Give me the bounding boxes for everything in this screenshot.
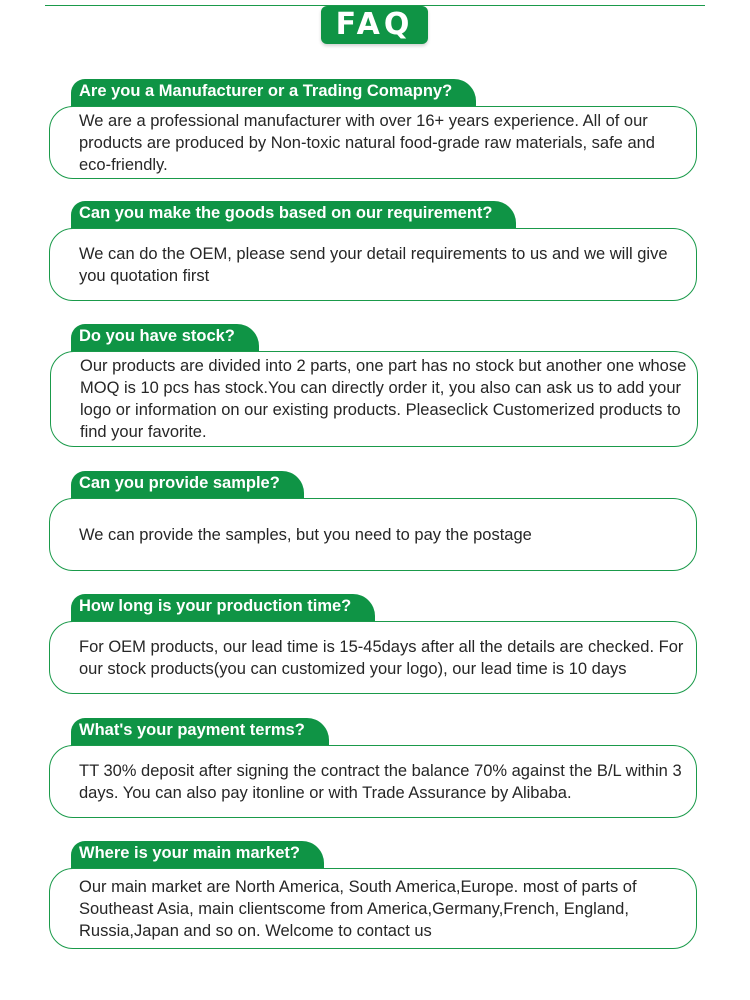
faq-answer: For OEM products, our lead time is 15-45days after all the details are checked. For our stock products(you can customized your logo), our lead time is 10 days (79, 637, 684, 678)
faq-question: How long is your production time? (71, 594, 375, 622)
faq-answer-box (49, 621, 697, 694)
faq-answer: Our products are divided into 2 parts, one part has no stock but another one whose MOQ is 10 pcs has stock.You can directly order it, you also can ask us to add your logo or information on our existing products. Pleaseclick Customerized products to find your favorite. (80, 357, 687, 441)
faq-question: Do you have stock? (71, 324, 259, 352)
faq-question: Can you provide sample? (71, 471, 304, 499)
faq-question: Where is your main market? (71, 841, 324, 869)
faq-question: What's your payment terms? (71, 718, 329, 746)
faq-answer-box (50, 351, 698, 447)
faq-answer-box (49, 745, 697, 818)
faq-title-badge: FAQ (321, 6, 428, 44)
faq-answer: Our main market are North America, South America,Europe. most of parts of Southeast Asia, main clientscome from America,Germany,French, England, Russia,Japan and so on. Welcome to contact us (79, 877, 637, 940)
faq-answer-box (49, 498, 697, 571)
faq-answer: We can do the OEM, please send your detail requirements to us and we will give you quotation first (79, 244, 668, 285)
faq-answer: We are a professional manufacturer with over 16+ years experience. All of our products are produced by Non-toxic natural food-grade raw materials, safe and eco-friendly. (79, 111, 655, 174)
faq-answer-box (49, 228, 697, 301)
faq-answer-box (49, 106, 697, 179)
faq-question: Can you make the goods based on our requirement? (71, 201, 516, 229)
faq-answer: We can provide the samples, but you need to pay the postage (79, 525, 532, 544)
faq-answer-box (49, 868, 697, 949)
faq-answer: TT 30% deposit after signing the contract the balance 70% against the B/L within 3 days. You can also pay itonline or with Trade Assurance by Alibaba. (79, 761, 682, 802)
faq-question: Are you a Manufacturer or a Trading Comapny? (71, 79, 476, 107)
